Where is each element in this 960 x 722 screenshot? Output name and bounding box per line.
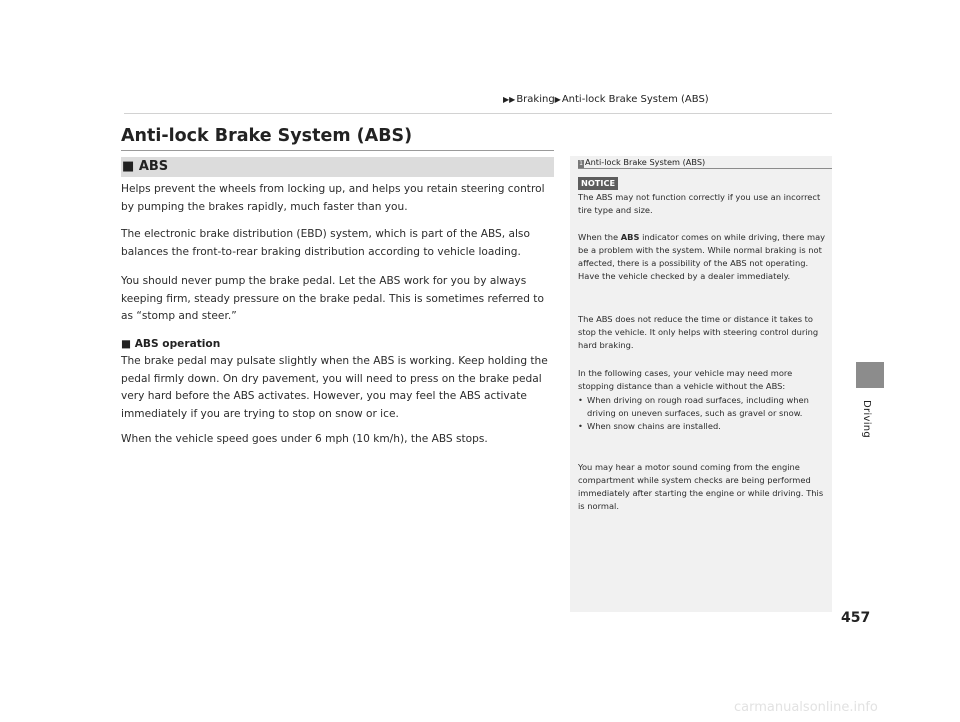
side-abs-indicator-text bbox=[578, 231, 826, 283]
list-item bbox=[578, 420, 826, 433]
side-notes-title[interactable] bbox=[578, 157, 705, 168]
notice-badge: NOTICE bbox=[578, 177, 618, 190]
list-item-text: When snow chains are installed. bbox=[587, 421, 721, 431]
breadcrumb-arrow-icon: ▶ bbox=[554, 95, 561, 104]
side-notes-title-text: Anti-lock Brake System (ABS) bbox=[585, 157, 706, 167]
breadcrumb-arrow-icon: ▶▶ bbox=[503, 95, 516, 104]
paragraph-stomp-steer: You should never pump the brake pedal. Let the ABS work for you by always keeping firm, steady pressure on the brake pedal. This is sometimes referred to as “stomp and steer.” bbox=[121, 275, 544, 322]
paragraph-abs-stops: When the vehicle speed goes under 6 mph (10 km/h), the ABS stops. bbox=[121, 433, 488, 445]
breadcrumb bbox=[503, 94, 709, 105]
subheading-abs-operation bbox=[121, 336, 554, 353]
breadcrumb-parent[interactable]: Braking bbox=[516, 94, 555, 105]
page-number: 457 bbox=[841, 610, 871, 626]
subheading-marker-icon: ■ bbox=[121, 338, 132, 350]
section-marker-icon: ■ bbox=[122, 159, 135, 174]
side-motor-sound-text: You may hear a motor sound coming from the engine compartment while system checks are being performed immediately after starting the engine or while driving. This is normal. bbox=[578, 462, 824, 511]
notice-text: The ABS may not function correctly if you use an incorrect tire type and size. bbox=[578, 192, 821, 215]
side-notes-divider bbox=[578, 168, 832, 169]
header-divider bbox=[124, 113, 832, 114]
side-following-cases-text: In the following cases, your vehicle may need more stopping distance than a vehicle without the ABS: bbox=[578, 368, 793, 391]
chapter-tab bbox=[856, 362, 884, 388]
side-cases-list bbox=[578, 394, 826, 433]
abs-indicator-label: ABS bbox=[620, 232, 640, 242]
side-text-part: When the bbox=[578, 232, 621, 242]
section-title: ABS bbox=[138, 159, 169, 174]
breadcrumb-current: Anti-lock Brake System (ABS) bbox=[561, 94, 709, 105]
title-divider bbox=[121, 150, 554, 151]
side-text-part: indicator comes on while driving, there may be a problem with the system. While normal braking is not affected, there is a possibility of the ABS not operating. Have the vehicle checked by a dealer immediately. bbox=[578, 232, 826, 281]
watermark: carmanualsonline.info bbox=[734, 700, 878, 715]
paragraph-abs-intro: Helps prevent the wheels from locking up, and helps you retain steering control by pumping the brakes rapidly, much faster than you. bbox=[121, 183, 545, 213]
chapter-label: Driving bbox=[861, 400, 872, 439]
reference-number-icon: 1 bbox=[579, 160, 583, 167]
bullet-icon: • bbox=[578, 395, 583, 405]
list-item bbox=[578, 394, 826, 420]
paragraph-abs-operation: The brake pedal may pulsate slightly when the ABS is working. Keep holding the pedal firmly down. On dry pavement, you will need to press on the brake pedal very hard before the ABS activates. However, you may feel the ABS activate immediately if you are trying to stop on snow or ice. bbox=[121, 355, 548, 420]
paragraph-ebd: The electronic brake distribution (EBD) system, which is part of the ABS, also balances the front-to-rear braking distribution according to vehicle loading. bbox=[121, 228, 530, 258]
list-item-text: When driving on rough road surfaces, including when driving on uneven surfaces, such as gravel or snow. bbox=[587, 395, 809, 418]
side-abs-stopping-text: The ABS does not reduce the time or distance it takes to stop the vehicle. It only helps with steering control during hard braking. bbox=[578, 314, 819, 350]
page-title: Anti-lock Brake System (ABS) bbox=[121, 126, 413, 146]
section-header bbox=[121, 157, 554, 177]
bullet-icon: • bbox=[578, 421, 583, 431]
subheading-text: ABS operation bbox=[134, 338, 221, 350]
